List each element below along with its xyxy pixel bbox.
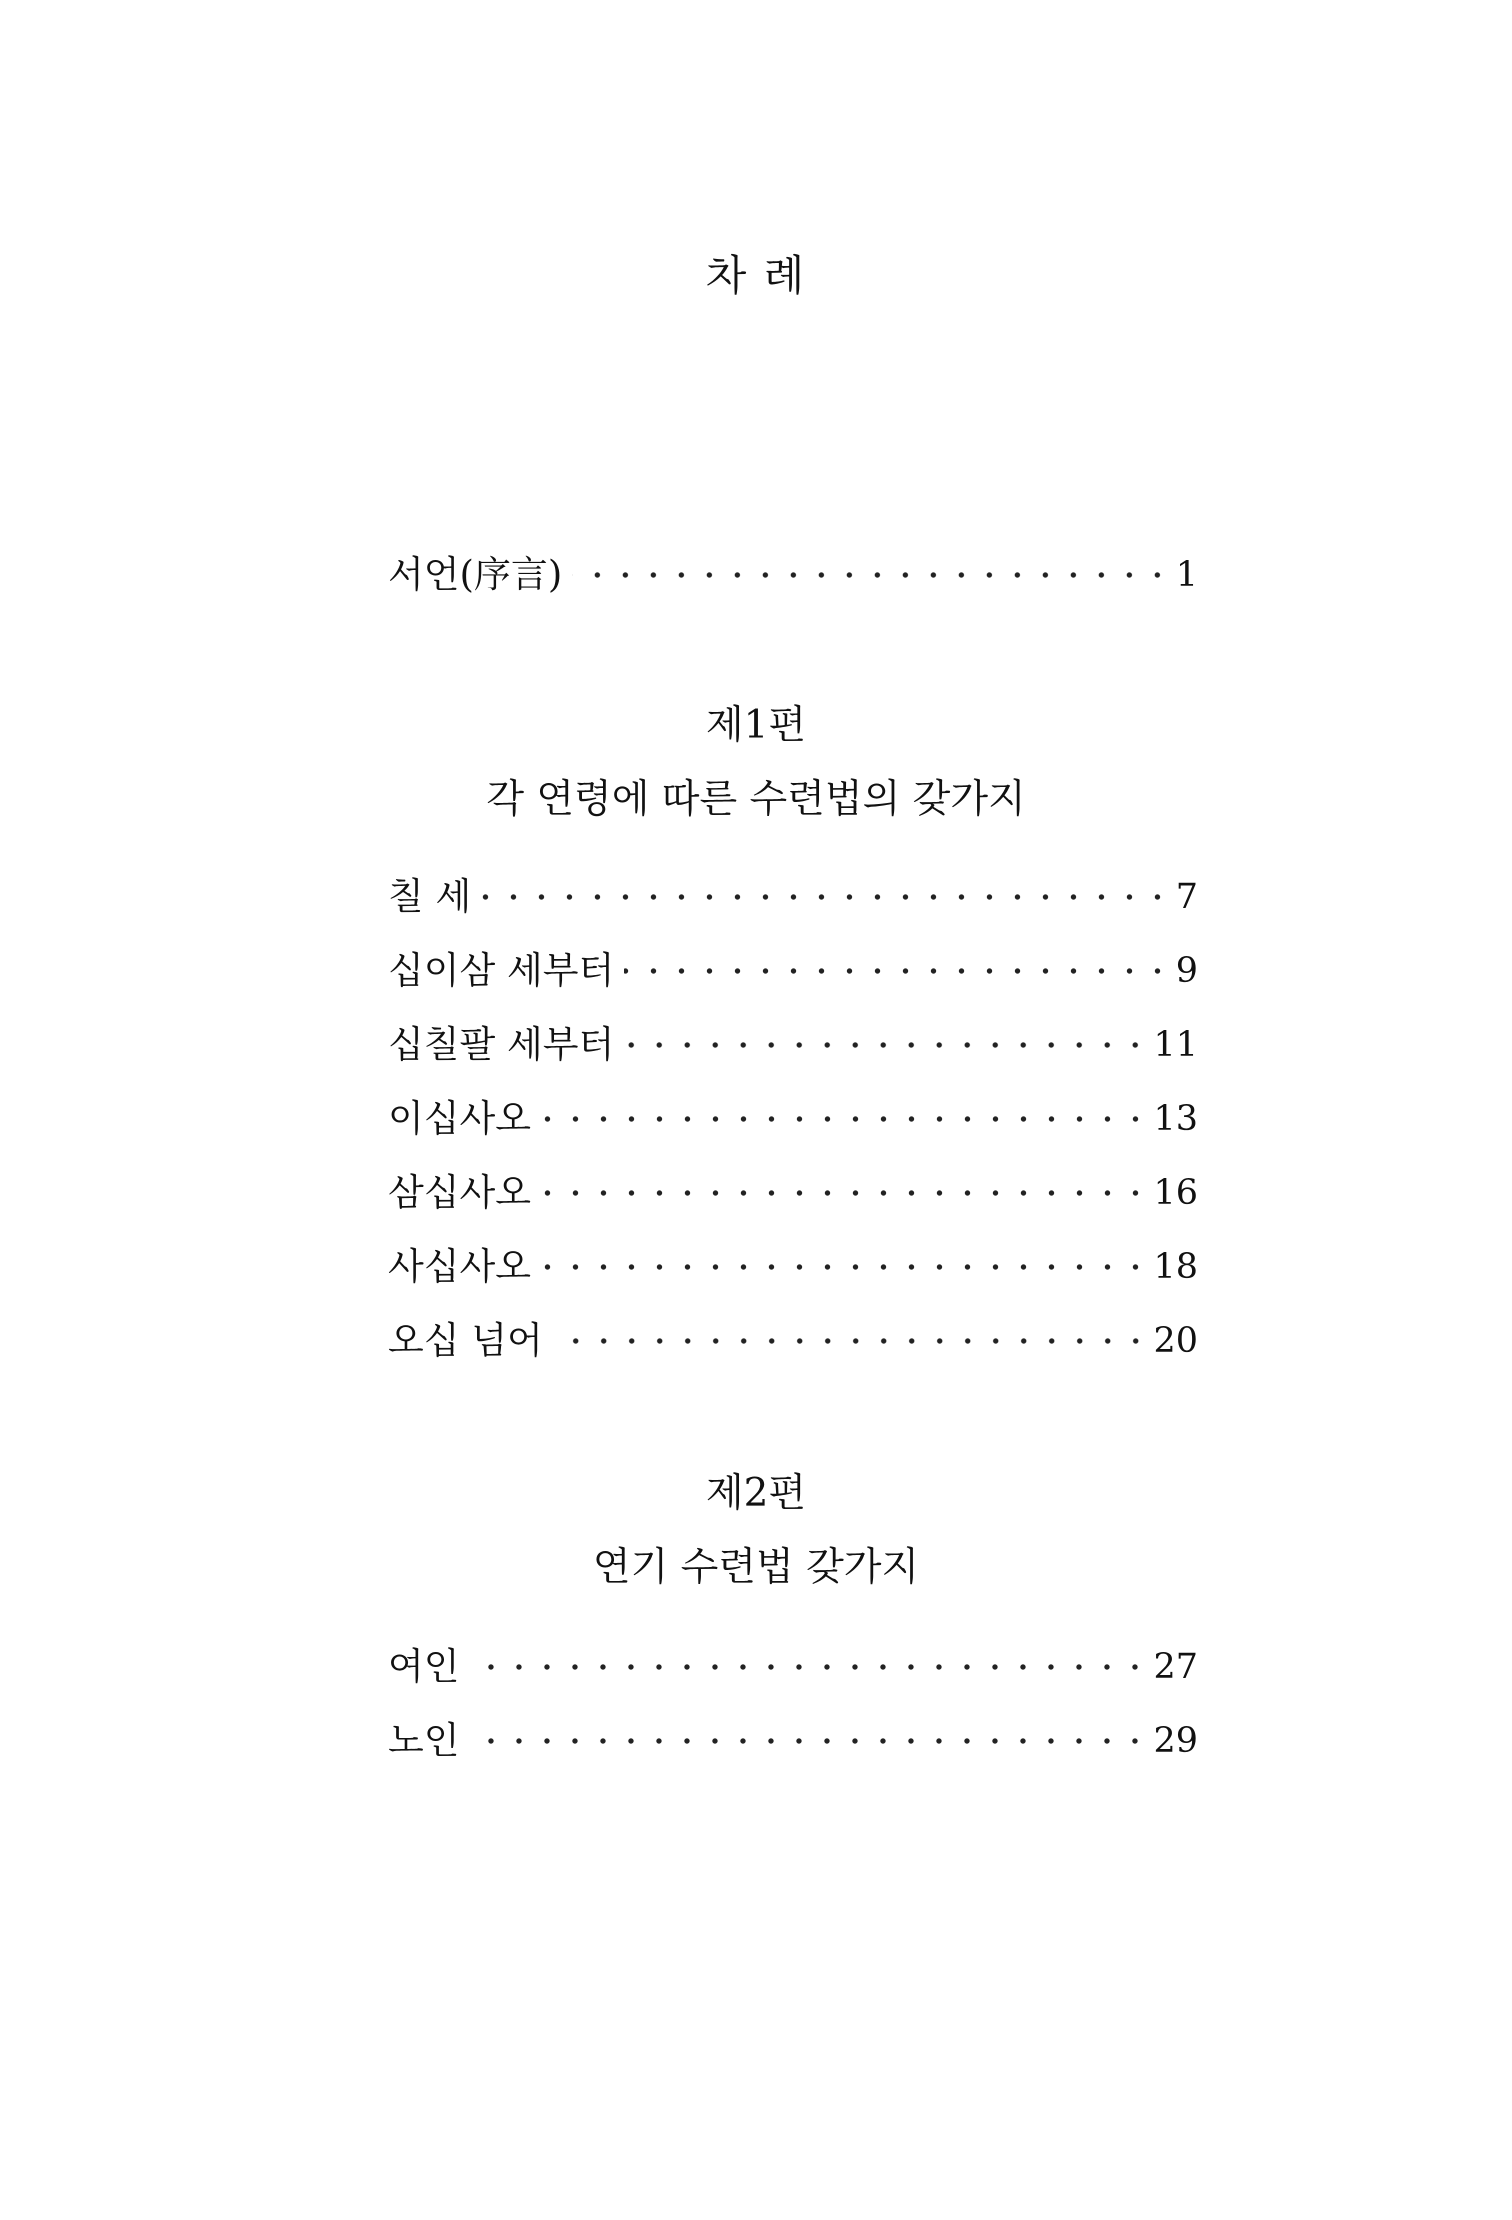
toc-page-number: 11: [1153, 1025, 1198, 1065]
toc-entry[interactable]: [388, 870, 1198, 924]
dot-leader: [624, 1018, 1149, 1072]
toc-page-number: 7: [1175, 877, 1198, 917]
dot-leader: [541, 1166, 1149, 1220]
toc-page-number: 27: [1153, 1647, 1198, 1687]
toc-entry-preface[interactable]: [388, 548, 1198, 602]
dot-leader: [572, 548, 1171, 602]
toc-entry[interactable]: [388, 1714, 1198, 1768]
toc-entry-label: 삼십사오: [388, 1171, 531, 1214]
dot-leader: [624, 944, 1172, 998]
dot-leader: [541, 1240, 1149, 1294]
toc-entry-label: 여인: [388, 1645, 460, 1688]
toc-page-number: 20: [1153, 1321, 1198, 1361]
dot-leader: [469, 1640, 1149, 1694]
toc-entry-label: 오십 넘어: [388, 1319, 543, 1362]
part-title: 각 연령에 따른 수련법의 갖가지: [486, 777, 1026, 822]
toc-entry-label: 십칠팔 세부터: [388, 1023, 615, 1066]
toc-entry-label: 노인: [388, 1719, 460, 1762]
toc-entry-label: 이십사오: [388, 1097, 531, 1140]
toc-entry-label: 서언(序言): [388, 553, 563, 596]
toc-page-number: 13: [1153, 1099, 1198, 1139]
page-title: 차 례: [705, 251, 807, 300]
toc-entry-label: 칠 세: [388, 875, 472, 918]
part-title: 연기 수련법 갖가지: [592, 1545, 920, 1590]
toc-entry[interactable]: [388, 1240, 1198, 1294]
toc-entry[interactable]: [388, 1640, 1198, 1694]
toc-page-number: 29: [1153, 1721, 1198, 1761]
part-number: 제1편: [705, 703, 807, 748]
toc-entry[interactable]: [388, 1018, 1198, 1072]
toc-entry-label: 십이삼 세부터: [388, 949, 615, 992]
dot-leader: [541, 1092, 1149, 1146]
dot-leader: [469, 1714, 1149, 1768]
toc-entry[interactable]: [388, 1092, 1198, 1146]
toc-entry-label: 사십사오: [388, 1245, 531, 1288]
toc-entry[interactable]: [388, 1314, 1198, 1368]
toc-entry[interactable]: [388, 1166, 1198, 1220]
part-number: 제2편: [705, 1471, 807, 1516]
toc-entry[interactable]: [388, 944, 1198, 998]
toc-page-number: 18: [1153, 1247, 1198, 1287]
dot-leader: [553, 1314, 1150, 1368]
toc-page-number: 16: [1153, 1173, 1198, 1213]
toc-page-number: 1: [1175, 555, 1198, 595]
dot-leader: [481, 870, 1171, 924]
toc-page-number: 9: [1175, 951, 1198, 991]
